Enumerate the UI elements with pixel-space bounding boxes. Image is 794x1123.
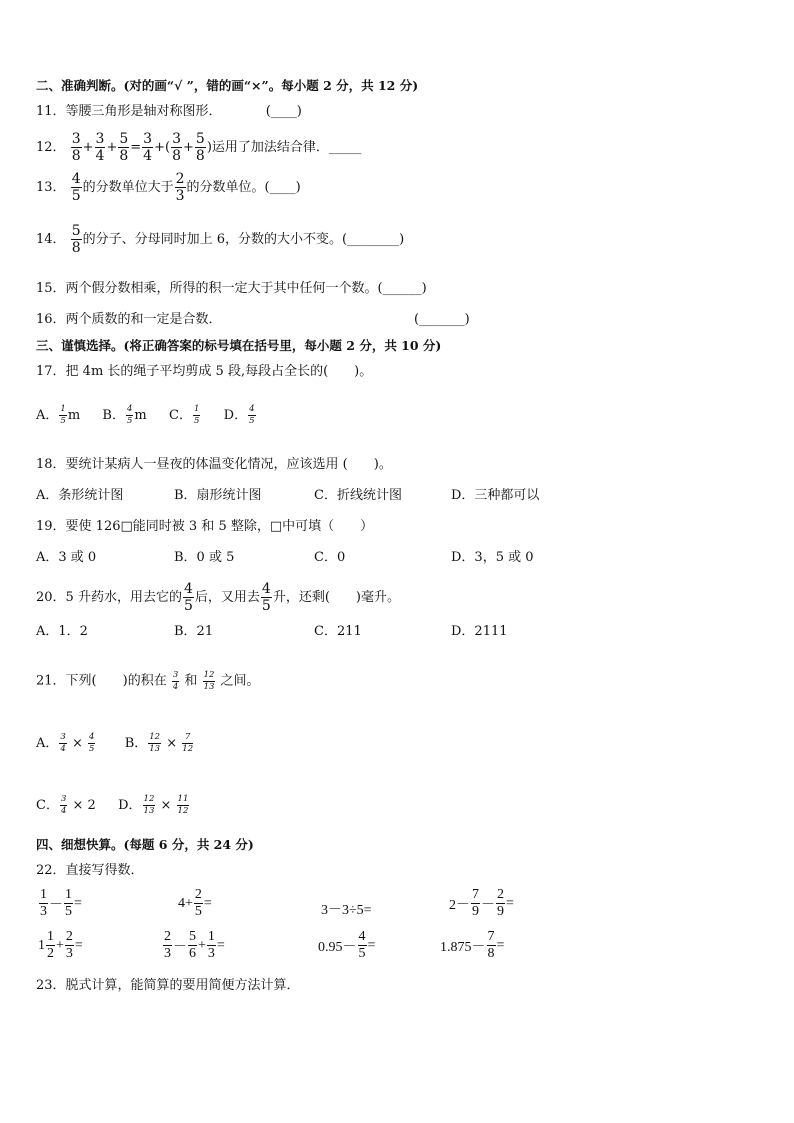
question-text: 的分子、分母同时加上 6，分数的大小不变。(________) [82,232,405,247]
question-text: 要使 126□能同时被 3 和 5 整除，□中可填（ ） [65,519,374,534]
option-a[interactable]: A．条形统计图 [36,488,124,503]
option-b[interactable]: B．21 [174,624,214,639]
answer-blank[interactable]: (_______) [414,312,470,327]
section-2-heading: 二、准确判断。(对的画“√ ”，错的画“×”。每小题 2 分，共 12 分) [36,78,419,93]
question-text: 把 4m 长的绳子平均剪成 5 段,每段占全长的( )。 [65,364,373,379]
fraction: $\frac{3}{8}$ [71,131,81,164]
calc-r2c3: 0.95－ $\frac{4}{5}$ = [318,929,376,961]
question-18 [36,457,392,473]
fraction: $\frac{5}{8}$ [71,223,81,256]
options-21-row-1 [36,733,194,753]
question-number: 15． [36,281,66,296]
question-number: 22． [36,863,66,878]
calc-r2c2: $\frac{2}{3}$ － $\frac{5}{6}$ + $\frac{1}{3}$ = [164,929,225,961]
question-number: 14． [36,232,66,247]
calc-r2c1: 1 $\frac{1}{2}$ + $\frac{2}{3}$ = [38,929,83,961]
calc-r1c2: 4+ $\frac{2}{5}$ = [178,887,212,919]
calc-r1c1: $\frac{1}{3}$ － $\frac{1}{5}$ = [40,887,82,919]
question-text: )运用了加法结合律．_____ [206,140,362,155]
option-b[interactable]: B． $\frac{4}{5}$ m [102,404,147,426]
question-text: 的分数单位。(____) [186,180,301,195]
option-d[interactable]: D．2111 [451,624,508,639]
question-15 [36,281,427,297]
question-text: 两个假分数相乘，所得的积一定大于其中任何一个数。(______) [65,281,427,296]
question-number: 13． [36,180,66,195]
question-23 [36,978,300,994]
option-c[interactable]: C． $\frac{1}{5}$ [169,404,200,426]
fraction: $\frac{4}{5}$ [261,581,271,614]
fraction: $\frac{2}{3}$ [175,171,185,204]
fraction: $\frac{5}{8}$ [195,131,205,164]
option-a[interactable]: A． $\frac{1}{5}$ m [36,404,81,426]
question-19 [36,519,373,535]
option-b[interactable]: B．0 或 5 [174,550,235,565]
question-20 [36,582,400,613]
option-d[interactable]: D．3，5 或 0 [451,550,534,565]
option-c[interactable]: C． $\frac{3}{4}$ × 2 [36,794,96,816]
question-text: 直接写得数． [65,863,144,878]
fraction: $\frac{4}{5}$ [71,171,81,204]
fraction: $\frac{3}{4}$ [95,131,105,164]
fraction: $\frac{3}{4}$ [143,131,153,164]
question-number: 19． [36,519,66,534]
option-d[interactable]: D． $\frac{12}{13}$ × $\frac{11}{12}$ [118,794,189,816]
option-a[interactable]: A．1．2 [36,624,88,639]
question-text: 5 升药水，用去它的 [65,590,182,605]
fraction: $\frac{4}{5}$ [183,581,193,614]
question-13 [36,172,301,203]
options-17 [36,405,257,425]
answer-blank[interactable]: (____) [265,104,302,119]
question-number: 18． [36,457,66,472]
question-21: 21．下列( )的积在 $\frac{3}{4}$ 和 $\frac{12}{13}$ 之间。 [36,670,260,692]
calc-r1c4: 2－ $\frac{7}{9}$ － $\frac{2}{9}$ = [449,887,514,919]
question-16 [36,312,222,328]
option-b[interactable]: B．扇形统计图 [174,488,262,503]
question-number: 11． [36,104,66,119]
question-number: 16． [36,312,66,327]
question-text: 等腰三角形是轴对称图形． [65,104,222,119]
question-text: 两个质数的和一定是合数． [65,312,222,327]
question-text: 脱式计算，能简算的要用简便方法计算． [65,978,300,993]
question-number: 20． [36,590,66,605]
option-d[interactable]: D．三种都可以 [451,488,540,503]
question-text: 要统计某病人一昼夜的体温变化情况，应该选用 ( )。 [65,457,392,472]
question-17 [36,364,372,380]
question-number: 12． [36,140,66,155]
question-text: 之间。 [220,673,260,689]
fraction: $\frac{5}{8}$ [119,131,129,164]
question-text: 的分数单位大于 [82,180,174,195]
question-22 [36,863,144,879]
question-text: 下列( )的积在 [65,673,167,689]
option-c[interactable]: C．0 [314,550,346,565]
question-text: 后，又用去 [194,590,260,605]
question-12: 12． $\frac{3}{8}$ + $\frac{3}{4}$ + $\frac{5}{8}$ = $\frac{3}{4}$ +( $\frac{3}{8}$ + $\frac{5}{8}$ )运用了加法结合律．_____ [36,131,362,164]
option-b[interactable]: B． $\frac{12}{13}$ × $\frac{7}{12}$ [124,732,194,754]
options-21-row-2 [36,795,190,815]
option-c[interactable]: C．折线统计图 [314,488,402,503]
option-d[interactable]: D． $\frac{4}{5}$ [223,404,255,426]
question-11 [36,104,302,120]
calc-r1c3: 3－3÷5= [321,903,372,918]
option-c[interactable]: C．211 [314,624,362,639]
question-14 [36,224,404,255]
fraction: $\frac{12}{13}$ [203,670,215,692]
fraction: $\frac{3}{4}$ [172,670,179,692]
question-number: 21． [36,673,66,689]
fraction: $\frac{3}{8}$ [172,131,181,164]
option-a[interactable]: A．3 或 0 [36,550,97,565]
option-a[interactable]: A． $\frac{3}{4}$ × $\frac{4}{5}$ [36,732,95,754]
question-text: 升，还剩( )毫升。 [272,590,400,605]
question-number: 23． [36,978,66,993]
question-number: 17． [36,364,66,379]
section-3-heading: 三、谨慎选择。(将正确答案的标号填在括号里，每小题 2 分，共 10 分) [36,338,442,353]
section-4-heading: 四、细想快算。(每题 6 分，共 24 分) [36,837,254,852]
calc-r2c4: 1.875－ $\frac{7}{8}$ = [440,929,505,961]
